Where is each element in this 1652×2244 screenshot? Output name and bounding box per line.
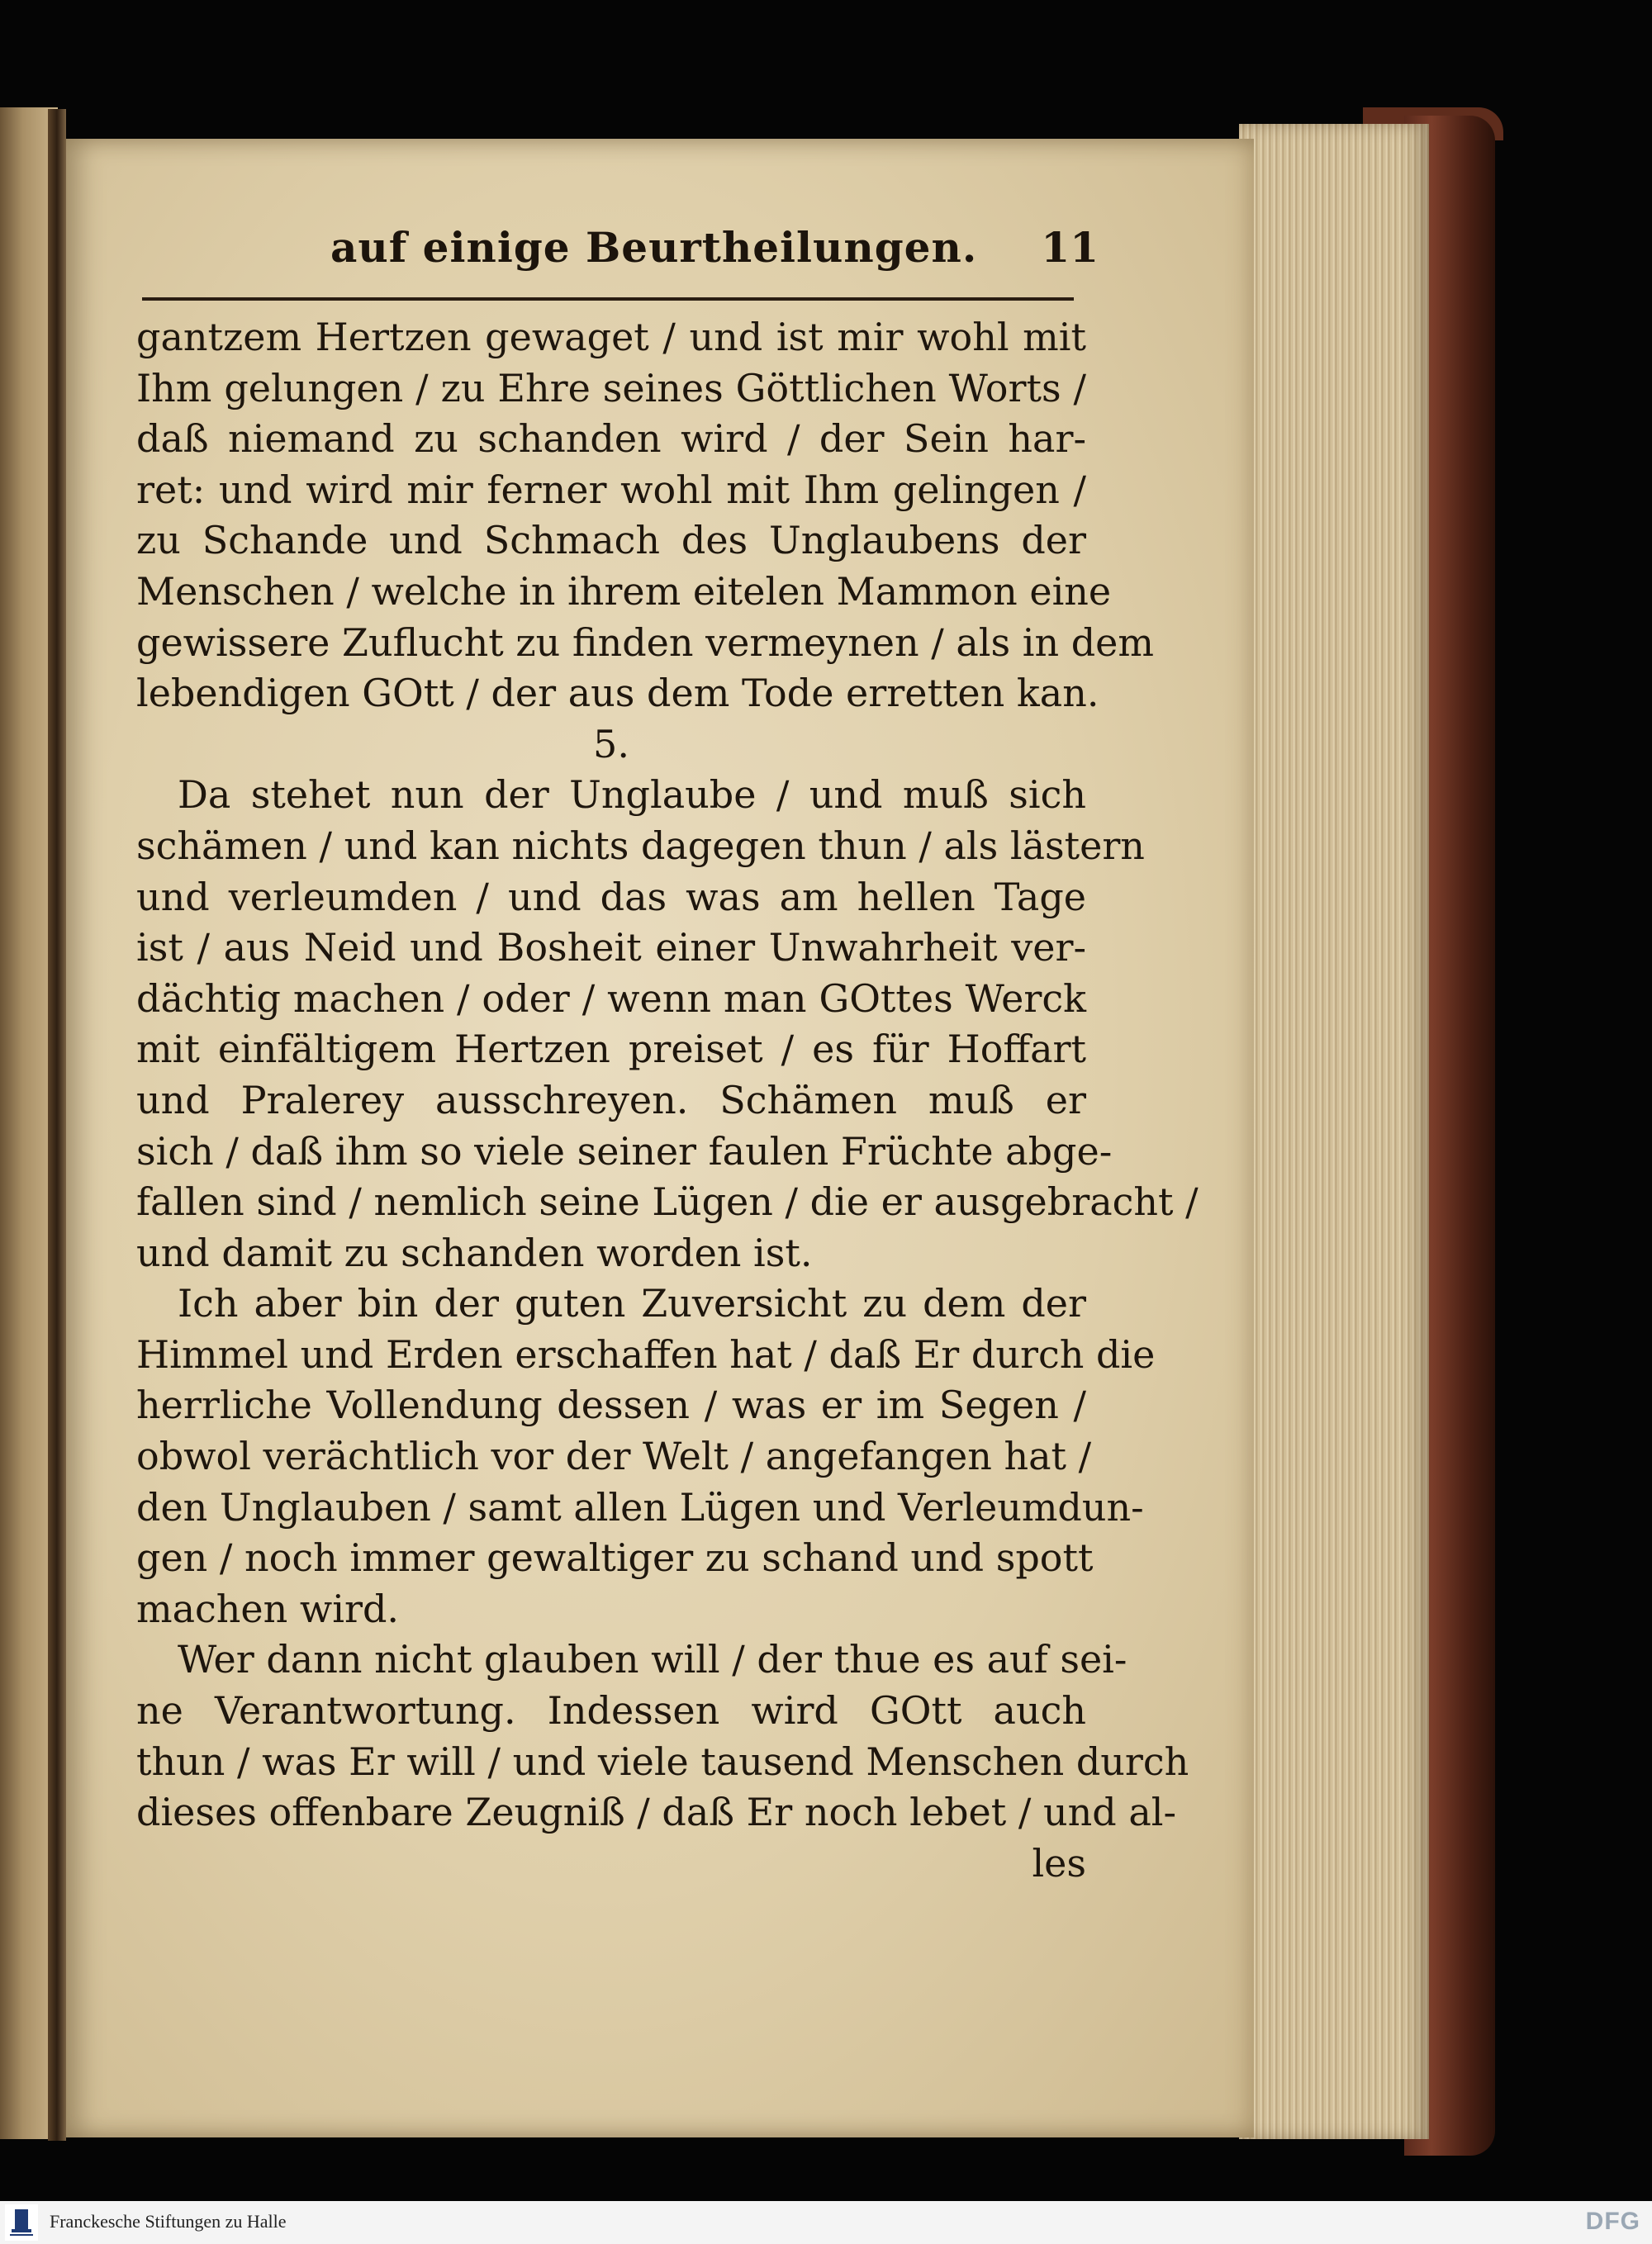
text-line: Menschen / welche in ihrem eitelen Mammon eine (136, 568, 1112, 614)
text-line: Ich aber bin der guten Zuversicht zu dem der (178, 1281, 1086, 1326)
text-line: und Pralerey ausschreyen. Schämen muß er (136, 1077, 1086, 1122)
running-head-title: auf einige Beurtheilungen. (330, 223, 978, 272)
text-line: Da stehet nun der Unglaube / und muß sich (178, 772, 1086, 818)
head-rule (142, 297, 1074, 301)
text-line: ist / aus Neid und Bosheit einer Unwahrheit ver- (136, 925, 1086, 970)
text-line: obwol verächtlich vor der Welt / angefangen hat / (136, 1434, 1092, 1479)
text-line: gewissere Zuflucht zu finden vermeynen / als in dem (136, 619, 1154, 665)
dfg-logo: DFG (1585, 2208, 1640, 2235)
text-line: schämen / und kan nichts dagegen thun / als lästern (136, 823, 1145, 868)
text-line: dächtig machen / oder / wenn man GOttes Werck (136, 975, 1086, 1021)
institution-name: Franckesche Stiftungen zu Halle (50, 2211, 287, 2232)
text-line: gen / noch immer gewaltiger zu schand und spott (136, 1535, 1094, 1581)
footer-bar (0, 2201, 1652, 2244)
text-line: mit einfältigem Hertzen preiset / es für Hoffart (136, 1027, 1086, 1072)
text-line: thun / was Er will / und viele tausend Menschen durch (136, 1739, 1189, 1784)
text-line: und damit zu schanden worden ist. (136, 1230, 813, 1275)
page-stack-edge (1239, 124, 1429, 2139)
institution-logo-icon (5, 2204, 38, 2241)
text-line: Himmel und Erden erschaffen hat / daß Er durch die (136, 1331, 1156, 1377)
book-gutter (48, 109, 66, 2141)
text-line: machen wird. (136, 1586, 400, 1631)
text-line: den Unglauben / samt allen Lügen und Verleumdun- (136, 1484, 1144, 1530)
text-line: 5. (593, 721, 629, 766)
page-number: 11 (1041, 223, 1099, 272)
text-line: Wer dann nicht glauben will / der thue es auf sei- (178, 1637, 1127, 1682)
text-line: herrliche Vollendung dessen / was er im Segen / (136, 1383, 1086, 1428)
text-line: sich / daß ihm so viele seiner faulen Früchte abge- (136, 1128, 1113, 1174)
text-line: ret: und wird mir ferner wohl mit Ihm gelingen / (136, 467, 1086, 512)
body-text (136, 312, 1199, 1889)
text-line: ne Verantwortung. Indessen wird GOtt auch (136, 1688, 1086, 1734)
text-line: Ihm gelungen / zu Ehre seines Göttlichen Worts / (136, 365, 1086, 410)
text-line: daß niemand zu schanden wird / der Sein har- (136, 416, 1086, 462)
text-line: les (1032, 1840, 1086, 1886)
text-line: gantzem Hertzen gewaget / und ist mir wohl mit (136, 315, 1086, 359)
text-line: lebendigen GOtt / der aus dem Tode erretten kan. (136, 671, 1099, 716)
running-head (173, 223, 1099, 289)
text-line: und verleumden / und das was am hellen Tage (136, 874, 1086, 919)
text-line: dieses offenbare Zeugniß / daß Er noch lebet / und al- (136, 1790, 1177, 1835)
text-line: zu Schande und Schmach des Unglaubens der (136, 518, 1086, 563)
text-line: fallen sind / nemlich seine Lügen / die er ausgebracht / (136, 1179, 1199, 1225)
